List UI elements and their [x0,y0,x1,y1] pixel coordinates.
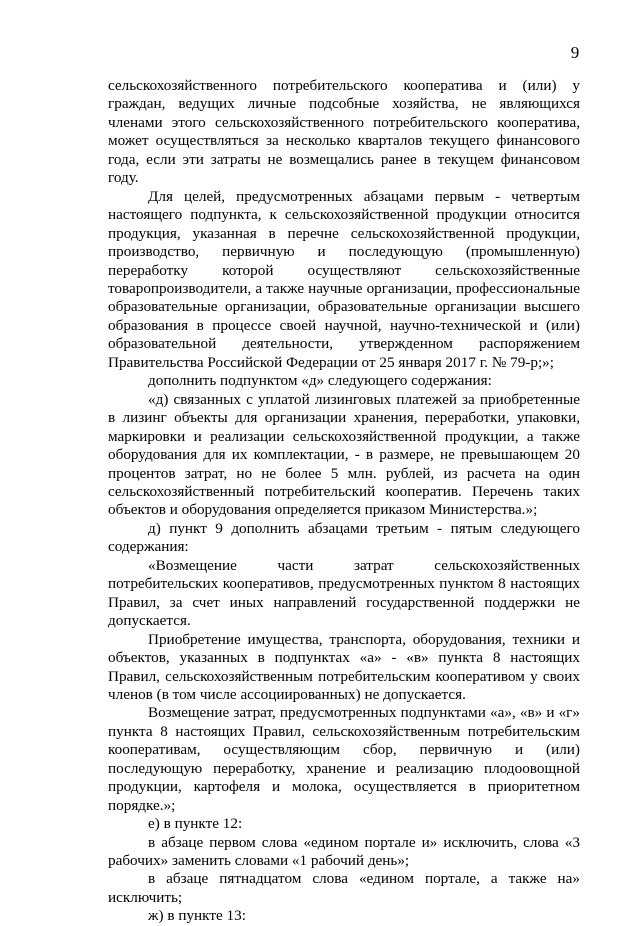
paragraph: в абзаце первом слова «едином портале и» исключить, слова «3 рабочих» заменить словами «1 рабочий день»; [108,833,580,870]
paragraph: Возмещение затрат, предусмотренных подпунктами «а», «в» и «г» пункта 8 настоящих Правил, сельскохозяйственным потребительским кооперативам, осуществляющим сбор, первичную и (или) последующую переработку, хранение и реализацию плодоовощной продукции, картофеля и молока, осуществляется в приоритетном порядке.»; [108,704,580,814]
paragraph: сельскохозяйственного потребительского кооператива и (или) у граждан, ведущих личные подсобные хозяйства, не являющихся членами этого сельскохозяйственного потребительского кооператива, может осуществляться за несколько кварталов текущего финансового года, если эти затраты не возмещались ранее в текущем финансовом году. [108,77,580,187]
paragraph: в абзаце пятнадцатом слова «едином портале, а также на» исключить; [108,870,580,906]
paragraph: «д) связанных с уплатой лизинговых платежей за приобретенные в лизинг объекты для организации хранения, переработки, упаковки, маркировки и реализации сельскохозяйственной продукции, а также оборудования для их комплектации, - в размере, не превышающем 20 процентов затрат, но не более 5 млн. рублей, из расчета на один сельскохозяйственный потребительский кооператив. Перечень таких объектов и оборудования определяется приказом Министерства.»; [108,390,580,519]
paragraph: ж) в пункте 13: [148,907,246,925]
document-body [108,77,580,926]
paragraph: Приобретение имущества, транспорта, оборудования, техники и объектов, указанных в подпунктах «а» - «в» пункта 8 настоящих Правил, сельскохозяйственным потребительским кооперативом у своих членов (в том числе ассоциированных) не допускается. [108,630,580,703]
paragraph: Для целей, предусмотренных абзацами первым - четвертым настоящего подпункта, к сельскохозяйственной продукции относится продукция, указанная в перечне сельскохозяйственной продукции, производство, первичную и последующую (промышленную) переработку которой осуществляют сельскохозяйственные товаропроизводители, а также научные организации, профессиональные образовательные организации, образовательные организации высшего образования в процессе своей научной, научно-технической и (или) образовательной деятельности, утвержденном распоряжением Правительства Российской Федерации от 25 января 2017 г. № 79-р;»; [108,187,580,371]
page-number: 9 [570,43,580,62]
paragraph: е) в пункте 12: [148,815,243,833]
paragraph: д) пункт 9 дополнить абзацами третьим - пятым следующего содержания: [108,519,580,556]
paragraph: «Возмещение части затрат сельскохозяйственных потребительских кооперативов, предусмотренных пунктом 8 настоящих Правил, за счет иных направлений государственной поддержки не допускается. [108,556,580,630]
paragraph: дополнить подпунктом «д» следующего содержания: [148,372,492,390]
